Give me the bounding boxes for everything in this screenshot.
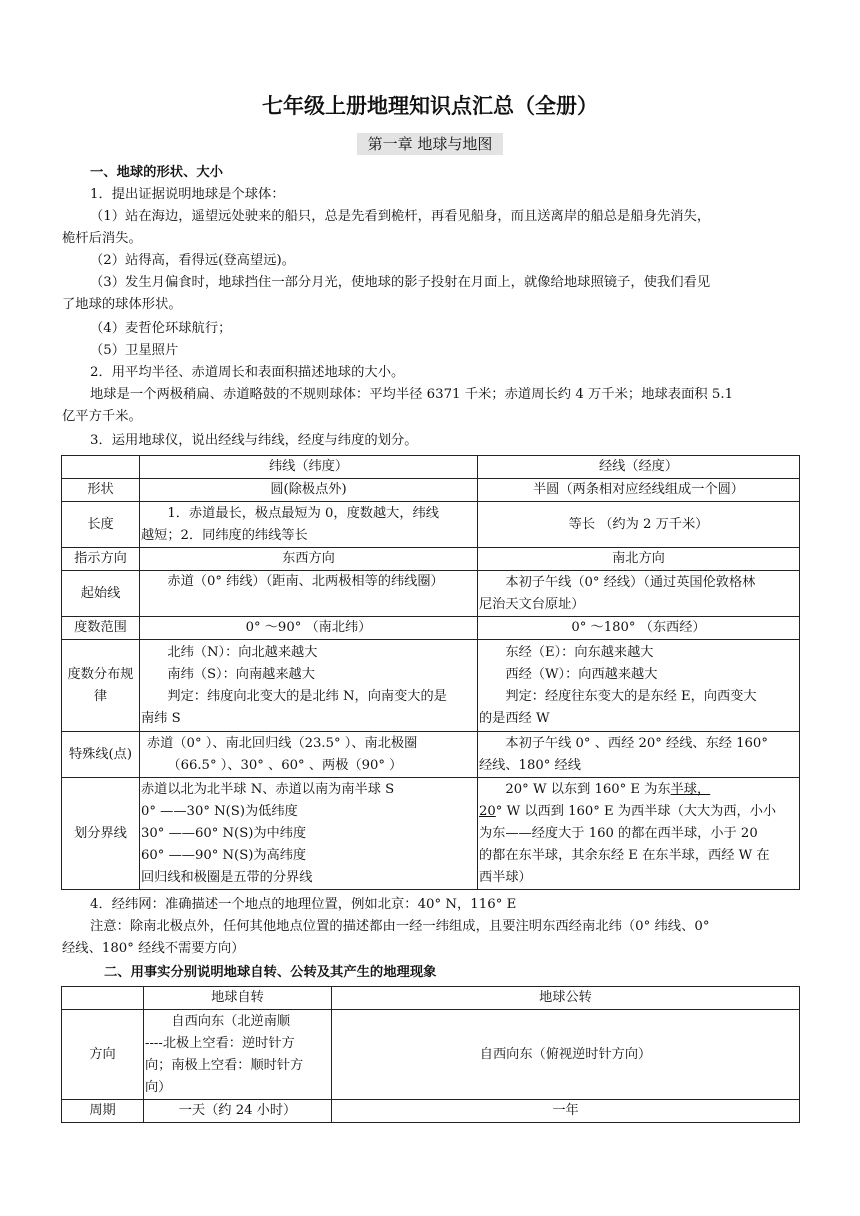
question-3: 3．运用地球仪，说出经线与纬线，经度与纬度的划分。 xyxy=(90,433,418,448)
table-cell xyxy=(140,732,478,778)
evidence-3a: （3）发生月偏食时，地球挡住一部分月光，使地球的影子投射在月面上，就像给地球照镜子，使我们看见 xyxy=(90,275,711,290)
table-cell xyxy=(478,732,800,778)
table-cell xyxy=(62,987,144,1010)
table-cell: 划分界线 xyxy=(62,778,140,890)
cell-line: 西经（W）：向西越来越大 xyxy=(505,666,658,682)
table-cell: 长度 xyxy=(62,502,140,548)
cell-line xyxy=(479,779,798,801)
table-cell: 地球自转 xyxy=(144,987,332,1010)
cell-line: 自西向东（北逆南顺 xyxy=(171,1013,291,1029)
evidence-3b: 了地球的球体形状。 xyxy=(62,297,182,312)
table-cell: 等长 （约为 2 万千米） xyxy=(478,502,800,548)
table-cell: 一天（约 24 小时） xyxy=(144,1100,332,1123)
table-cell: 南北方向 xyxy=(478,548,800,571)
question-2: 2．用平均半径、赤道周长和表面积描述地球的大小。 xyxy=(90,365,405,380)
cell-line: 尼治天文台原址） xyxy=(479,596,585,612)
evidence-4: （4）麦哲伦环球航行； xyxy=(90,321,232,336)
table-cell xyxy=(140,502,478,548)
rotation-revolution-table xyxy=(61,986,800,1123)
cell-line: 30° ——60° N(S)为中纬度 xyxy=(141,825,307,841)
cell-line: 判定：经度往东变大的是东经 E，向西变大 xyxy=(505,688,757,704)
question-1: 1．提出证据说明地球是个球体： xyxy=(90,187,285,202)
table-cell xyxy=(478,778,800,890)
table-cell: 东西方向 xyxy=(140,548,478,571)
cell-line: 南纬（S）：向南越来越大 xyxy=(167,666,315,682)
table-cell xyxy=(62,456,140,479)
cell-line: 的是西经 W xyxy=(479,710,550,726)
cell-line: 的都在东半球，其余东经 E 在东半球，西经 W 在 xyxy=(479,847,770,863)
table-row xyxy=(62,502,800,548)
table-cell: 纬线（纬度） xyxy=(140,456,478,479)
cell-line: 本初子午线 0° 、西经 20° 经线、东经 160° xyxy=(505,735,768,751)
evidence-1b: 桅杆后消失。 xyxy=(62,231,142,246)
table-cell xyxy=(478,640,800,732)
latitude-longitude-table xyxy=(61,455,800,890)
note-b: 经线、180° 经线不需要方向） xyxy=(62,941,245,956)
table-row xyxy=(62,1100,800,1123)
cell-line: 回归线和极圈是五带的分界线 xyxy=(141,869,313,885)
question-4: 4．经纬网：准确描述一个地点的地理位置，例如北京：40° N，116° E xyxy=(90,897,517,912)
table-cell xyxy=(144,1010,332,1100)
cell-line: 越短；2．同纬度的纬线等长 xyxy=(141,527,308,543)
cell-line xyxy=(479,801,798,823)
table-row xyxy=(62,732,800,778)
table-cell: 方向 xyxy=(62,1010,144,1100)
table-cell xyxy=(478,571,800,617)
table-row xyxy=(62,571,800,617)
underlined-text: 半球， xyxy=(670,781,711,797)
cell-line: 60° ——90° N(S)为高纬度 xyxy=(141,847,307,863)
cell-text: 20° W 以东到 160° E 为东 xyxy=(505,781,671,797)
note-a: 注意：除南北极点外，任何其他地点位置的描述都由一经一纬组成，且要注明东西经南北纬（0° 纬线、0° xyxy=(90,919,710,934)
table-cell: 度数范围 xyxy=(62,617,140,640)
cell-line: 北纬（N）：向北越来越大 xyxy=(167,644,318,660)
table-row xyxy=(62,987,800,1010)
table-row xyxy=(62,640,800,732)
cell-line: 向） xyxy=(145,1079,172,1095)
cell-text: ° W 以西到 160° E 为西半球（大大为西，小小 xyxy=(495,803,777,819)
evidence-2: （2）站得高，看得远(登高望远)。 xyxy=(90,253,295,268)
section-heading: 二、用事实分别说明地球自转、公转及其产生的地理现象 xyxy=(104,965,437,980)
cell-line: 0° ——30° N(S)为低纬度 xyxy=(141,803,298,819)
table-row xyxy=(62,1010,800,1100)
table-row xyxy=(62,456,800,479)
cell-line: 向；南极上空看：顺时针方 xyxy=(145,1057,304,1073)
table-cell: 一年 xyxy=(332,1100,800,1123)
underlined-text: 20 xyxy=(479,803,496,819)
cell-line: 判定：纬度向北变大的是北纬 N，向南变大的是 xyxy=(167,688,447,704)
cell-line: 赤道以北为北半球 N、赤道以南为南半球 S xyxy=(141,781,395,797)
evidence-5: （5）卫星照片 xyxy=(90,343,179,358)
table-cell: 圆(除极点外) xyxy=(140,479,478,502)
table-cell: 形状 xyxy=(62,479,140,502)
table-cell: 度数分布规律 xyxy=(62,640,140,732)
table-cell xyxy=(140,778,478,890)
table-row xyxy=(62,617,800,640)
cell-line: 为东——经度大于 160 的都在西半球，小于 20 xyxy=(479,825,758,841)
table-cell xyxy=(140,640,478,732)
cell-line: （66.5° ）、30° 、60° 、两极（90° ） xyxy=(167,757,403,773)
cell-line: 赤道（0° 纬线）（距南、北两极相等的纬线圈） xyxy=(167,574,444,589)
table-cell xyxy=(140,571,478,617)
cell-line: 南纬 S xyxy=(141,710,181,726)
table-row xyxy=(62,479,800,502)
page-title: 七年级上册地理知识点汇总（全册） xyxy=(262,94,598,118)
evidence-1a: （1）站在海边，遥望远处驶来的船只，总是先看到桅杆，再看见船身，而且送离岸的船总是船身先消失， xyxy=(90,209,711,224)
chapter-heading: 第一章 地球与地图 xyxy=(357,133,503,155)
table-cell: 特殊线(点) xyxy=(62,732,140,778)
earth-size-b: 亿平方千米。 xyxy=(62,409,142,424)
table-row xyxy=(62,778,800,890)
table-cell: 0° ～180° （东西经） xyxy=(478,617,800,640)
table-row xyxy=(62,548,800,571)
table-cell: 起始线 xyxy=(62,571,140,617)
table-cell: 周期 xyxy=(62,1100,144,1123)
cell-line: 本初子午线（0° 经线）（通过英国伦敦格林 xyxy=(505,574,756,590)
cell-line: 1．赤道最长，极点最短为 0，度数越大，纬线 xyxy=(167,505,439,521)
cell-line: ----北极上空看：逆时针方 xyxy=(145,1035,295,1051)
cell-line: 东经（E）：向东越来越大 xyxy=(505,644,654,660)
table-cell: 自西向东（俯视逆时针方向） xyxy=(332,1010,800,1100)
table-cell: 0° ～90° （南北纬） xyxy=(140,617,478,640)
cell-line: 西半球） xyxy=(479,869,532,885)
table-cell: 指示方向 xyxy=(62,548,140,571)
earth-size-a: 地球是一个两极稍扁、赤道略鼓的不规则球体：平均半径 6371 千米；赤道周长约 4 万千米；地球表面积 5.1 xyxy=(90,387,734,402)
section-heading: 一、地球的形状、大小 xyxy=(90,165,223,180)
table-cell: 地球公转 xyxy=(332,987,800,1010)
cell-line: 赤道（0° ）、南北回归线（23.5° ）、南北极圈 xyxy=(147,735,418,751)
cell-line: 经线、180° 经线 xyxy=(479,757,581,773)
table-cell: 半圆（两条相对应经线组成一个圆） xyxy=(478,479,800,502)
table-cell: 经线（经度） xyxy=(478,456,800,479)
